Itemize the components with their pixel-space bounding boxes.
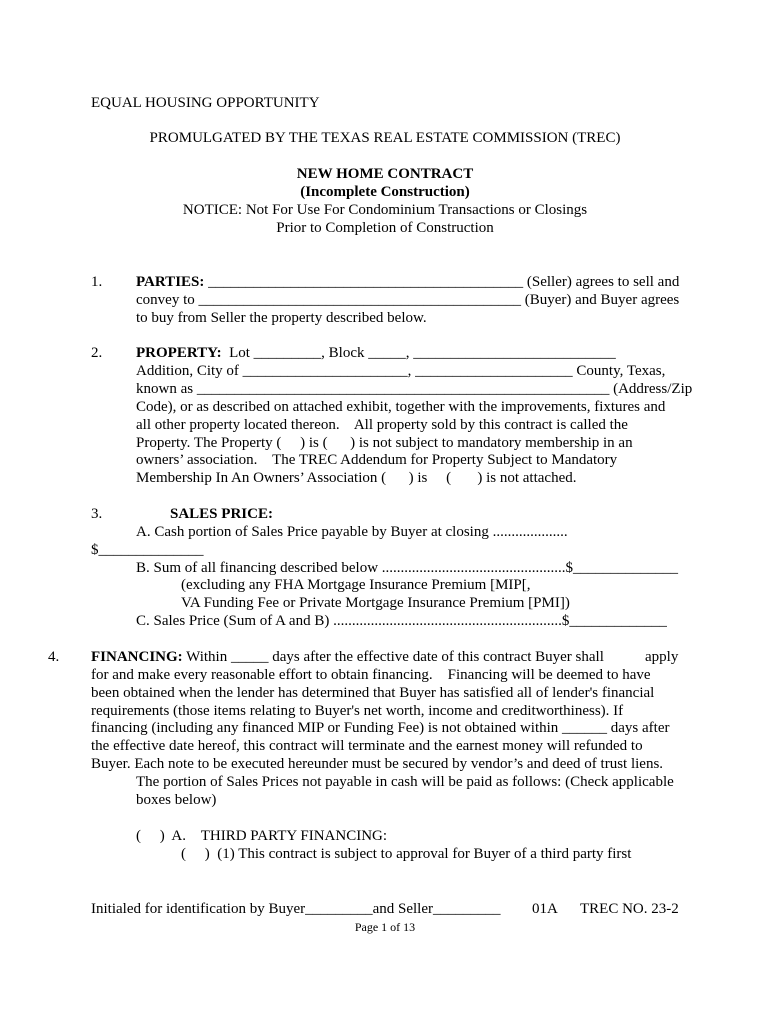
property-line-5: all other property located thereon. All property sold by this contract is called the [136,417,628,433]
section-heading: PARTIES: [136,274,205,290]
financing-line-7: Buyer. Each note to be executed hereunder must be secured by vendor’s and deed of trust liens. [91,756,664,772]
parties-line-1 [136,273,679,291]
financing-line-1-end: apply [645,649,679,665]
financing-option-a1: ( ) (1) This contract is subject to approval for Buyer of a third party first [181,846,632,862]
sales-price-note-1: (excluding any FHA Mortgage Insurance Premium [MIP[, [181,577,531,593]
property-line-3: known as _______________________________________________________ (Address/Zip [136,381,693,397]
footer-trec-number: TREC NO. 23-2 [580,901,679,917]
sales-price-line-a-amount: $______________ [91,542,204,558]
parties-line-2: convey to ___________________________________________ (Buyer) and Buyer agrees [136,292,680,308]
property-text: Lot _________, Block _____, ___________________________ [221,345,616,361]
financing-line-1 [91,648,604,666]
section-number: 3. [91,506,103,522]
financing-line-9: boxes below) [136,792,217,808]
page-number: Page 1 of 13 [354,920,416,934]
financing-option-a: ( ) A. THIRD PARTY FINANCING: [136,828,388,844]
financing-line-5: financing (including any financed MIP or Funding Fee) is not obtained within ______ days after [91,720,670,736]
sales-price-note-2: VA Funding Fee or Private Mortgage Insurance Premium [PMI]) [181,595,570,611]
financing-line-4: requirements (those items relating to Buyer's net worth, income and creditworthiness). If [91,703,624,719]
property-line-8: Membership In An Owners’ Association ( ) is ( ) is not attached. [136,470,577,486]
notice-line-1: NOTICE: Not For Use For Condominium Transactions or Closings [182,202,588,218]
promulgated-line: PROMULGATED BY THE TEXAS REAL ESTATE COMMISSION (TREC) [149,130,621,146]
property-line-6: Property. The Property ( ) is ( ) is not subject to mandatory membership in an [136,435,633,451]
property-line-4: Code), or as described on attached exhibit, together with the improvements, fixtures and [136,399,666,415]
property-line-1 [136,344,616,362]
equal-housing-label: EQUAL HOUSING OPPORTUNITY [91,95,320,111]
notice-line-2: Prior to Completion of Construction [276,220,494,236]
footer-form-code: 01A [532,901,558,917]
footer-initials: Initialed for identification by Buyer_________and Seller_________ [91,901,501,917]
document-subtitle: (Incomplete Construction) [300,184,470,200]
sales-price-line-b: B. Sum of all financing described below .................................................$______________ [136,560,679,576]
financing-line-2: for and make every reasonable effort to obtain financing. Financing will be deemed to have [91,667,651,683]
section-heading: PROPERTY: [136,345,222,361]
section-heading: FINANCING: [91,649,183,665]
property-line-2: Addition, City of ______________________, _____________________ County, Texas, [136,363,666,379]
parties-line-3: to buy from Seller the property described below. [136,310,427,326]
section-number: 4. [48,649,60,665]
document-title: NEW HOME CONTRACT [296,166,474,182]
financing-line-6: the effective date hereof, this contract will terminate and the earnest money will refunded to [91,738,643,754]
financing-line-3: been obtained when the lender has determined that Buyer has satisfied all of lender's financial [91,685,655,701]
financing-text: Within _____ days after the effective date of this contract Buyer shall [182,649,604,665]
property-line-7: owners’ association. The TREC Addendum for Property Subject to Mandatory [136,452,618,468]
sales-price-line-a: A. Cash portion of Sales Price payable by Buyer at closing .................... [136,524,568,540]
parties-text: __________________________________________ (Seller) agrees to sell and [204,274,680,290]
section-heading: SALES PRICE: [170,506,273,522]
section-number: 1. [91,274,103,290]
section-number: 2. [91,345,103,361]
sales-price-line-c: C. Sales Price (Sum of A and B) .............................................................$_____________ [136,613,667,629]
financing-line-8: The portion of Sales Prices not payable in cash will be paid as follows: (Check applicable [136,774,674,790]
